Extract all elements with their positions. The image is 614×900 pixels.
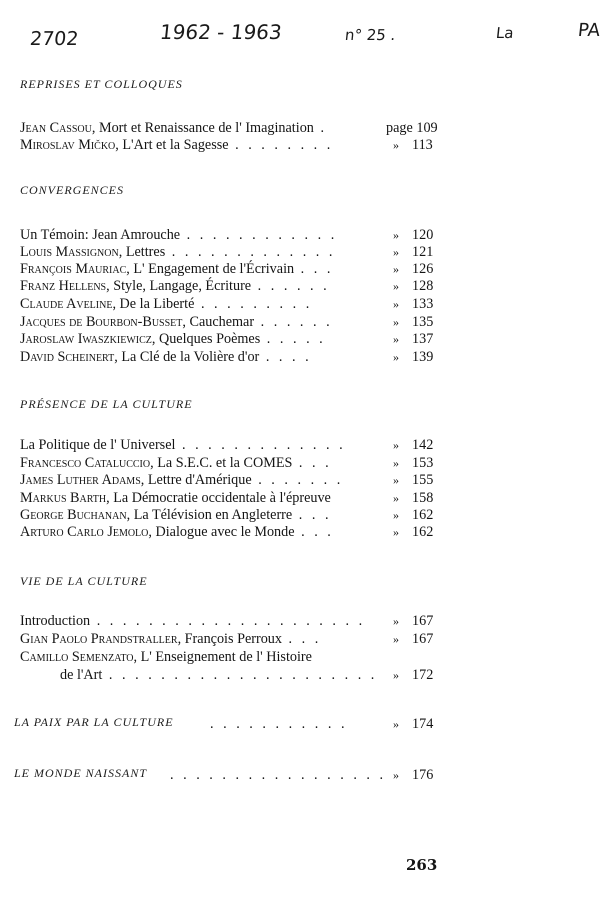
- toc-title: Mort et Renaissance de l' Imagination: [98, 120, 314, 136]
- handwritten-initials: PA: [576, 20, 602, 41]
- toc-marker: »: [393, 632, 399, 646]
- toc-marker: »: [393, 297, 399, 311]
- toc-leader-dots: . . .: [294, 524, 334, 540]
- toc-separator: ,: [133, 649, 141, 665]
- toc-marker: »: [393, 262, 399, 276]
- toc-leader-dots: .: [313, 120, 327, 136]
- section-heading-vie: VIE DE LA CULTURE: [20, 574, 148, 588]
- toc-author: James Luther Adams: [20, 472, 141, 488]
- toc-author: David Scheinert: [20, 349, 115, 365]
- toc-author: Louis Massignon: [20, 244, 119, 260]
- toc-title: La S.E.C. et la COMES: [157, 455, 293, 471]
- toc-page: 158: [412, 490, 434, 506]
- toc-page: 176: [412, 767, 434, 783]
- toc-author: Miroslav Mičko: [20, 137, 116, 153]
- toc-entry: [20, 613, 442, 630]
- section-heading-reprises: REPRISES ET COLLOQUES: [20, 77, 183, 91]
- toc-leader-dots: . . .: [294, 261, 334, 277]
- toc-author: George Buchanan: [20, 507, 127, 523]
- toc-author: Markus Barth: [20, 490, 107, 506]
- toc-entry: [20, 244, 442, 261]
- toc-title: De la Liberté: [119, 296, 195, 312]
- toc-entry: [20, 667, 442, 684]
- toc-author: François Mauriac: [20, 261, 127, 277]
- toc-separator: ,: [118, 244, 126, 260]
- toc-leader-dots: . . . . . . . . . . .: [210, 716, 348, 732]
- toc-separator: ,: [126, 261, 134, 277]
- toc-leader-dots: . . . .: [259, 349, 312, 365]
- toc-leader-dots: . . . . .: [260, 331, 326, 347]
- toc-author: Jacques de Bourbon-Busset: [20, 314, 183, 330]
- toc-marker: »: [393, 768, 399, 782]
- toc-separator: ,: [177, 631, 185, 647]
- toc-page: 167: [412, 631, 434, 647]
- toc-entry: [20, 261, 442, 278]
- toc-separator: ,: [91, 120, 99, 136]
- toc-page: 142: [412, 437, 434, 453]
- toc-title: La Télévision en Angleterre: [133, 507, 293, 523]
- toc-title: Cauchemar: [189, 314, 255, 330]
- toc-separator: ,: [106, 490, 114, 506]
- toc-marker: »: [393, 473, 399, 487]
- toc-leader-dots: . . . . . . . . . . . . . . . . . . . . .: [102, 667, 378, 683]
- toc-marker: »: [393, 138, 399, 152]
- toc-separator: ,: [114, 349, 122, 365]
- toc-separator: ,: [150, 455, 158, 471]
- toc-entry: [20, 120, 442, 137]
- toc-title: Un Témoin: Jean Amrouche: [20, 227, 181, 243]
- toc-leader-dots: . . .: [281, 631, 322, 647]
- toc-page: 121: [412, 244, 434, 260]
- toc-page: 113: [412, 137, 433, 153]
- toc-title: Lettres: [125, 244, 166, 260]
- toc-page: page 109: [386, 120, 438, 136]
- toc-author: Franz Hellens: [20, 278, 107, 294]
- toc-marker: »: [393, 508, 399, 522]
- toc-title: Style, Langage, Écriture: [113, 278, 252, 294]
- toc-leader-dots: . . . . . .: [254, 314, 333, 330]
- toc-leader-dots: . . .: [292, 507, 332, 523]
- handwritten-word: La: [495, 24, 515, 42]
- toc-marker: »: [393, 332, 399, 346]
- toc-leader-dots: . . .: [292, 455, 332, 471]
- toc-entry: [20, 472, 442, 489]
- toc-page: 174: [412, 716, 434, 732]
- toc-leader-dots: . . . . . . . . . . . .: [180, 227, 338, 243]
- toc-leader-dots: . . . . . . . . .: [194, 296, 313, 312]
- toc-title: Quelques Poèmes: [158, 331, 261, 347]
- toc-leader-dots: . . . . . . . . . . . . .: [165, 244, 336, 260]
- handwritten-number: 2702: [28, 28, 80, 50]
- toc-title: Dialogue avec le Monde: [155, 524, 295, 540]
- toc-marker: »: [393, 245, 399, 259]
- toc-separator: ,: [140, 472, 148, 488]
- toc-page: 172: [412, 667, 434, 683]
- section-heading-monde: LE MONDE NAISSANT: [14, 766, 148, 780]
- toc-title: L' Engagement de l'Écrivain: [133, 261, 295, 277]
- toc-entry: [20, 314, 442, 331]
- toc-marker: »: [393, 491, 399, 505]
- toc-marker: »: [393, 668, 399, 682]
- toc-entry: [20, 137, 442, 154]
- handwritten-years: 1962 - 1963: [158, 20, 283, 44]
- toc-page: 128: [412, 278, 434, 294]
- page-number: 263: [406, 856, 438, 874]
- toc-page: 139: [412, 349, 434, 365]
- toc-page: 162: [412, 524, 434, 540]
- toc-entry: [20, 437, 442, 454]
- toc-leader-dots: . . . . . . . . . . . . .: [175, 437, 346, 453]
- toc-leader-dots: . . . . . . . . . . . . . . . . . . . . .: [90, 613, 366, 629]
- toc-author: Gian Paolo Prandstraller: [20, 631, 178, 647]
- toc-separator: ,: [151, 331, 159, 347]
- toc-leader-dots: . . . . . . . .: [228, 137, 334, 153]
- section-heading-convergences: CONVERGENCES: [20, 183, 124, 197]
- toc-author: Arturo Carlo Jemolo: [20, 524, 149, 540]
- toc-entry: [20, 649, 442, 666]
- toc-page: 162: [412, 507, 434, 523]
- toc-entry: [20, 507, 442, 524]
- toc-entry: [20, 524, 442, 541]
- toc-separator: ,: [148, 524, 156, 540]
- toc-page: 133: [412, 296, 434, 312]
- toc-author: Camillo Semenzato: [20, 649, 134, 665]
- toc-title: L' Enseignement de l' Histoire: [140, 649, 312, 665]
- section-heading-presence: PRÉSENCE DE LA CULTURE: [20, 397, 193, 411]
- toc-entry: [20, 278, 442, 295]
- toc-page: 126: [412, 261, 434, 277]
- toc-entry: [20, 631, 442, 648]
- toc-title: La Politique de l' Universel: [20, 437, 176, 453]
- toc-leader-dots: . . . . . .: [251, 278, 330, 294]
- toc-separator: ,: [182, 314, 190, 330]
- toc-marker: »: [393, 438, 399, 452]
- toc-marker: »: [393, 614, 399, 628]
- handwritten-issue: n° 25 .: [344, 26, 397, 44]
- toc-marker: »: [393, 350, 399, 364]
- toc-marker: »: [393, 525, 399, 539]
- toc-entry: [20, 490, 442, 507]
- toc-title: de l'Art: [60, 667, 103, 683]
- toc-entry: [20, 767, 442, 784]
- toc-entry: [20, 227, 442, 244]
- toc-page: 155: [412, 472, 434, 488]
- section-heading-paix: LA PAIX PAR LA CULTURE: [14, 715, 174, 729]
- toc-marker: »: [393, 279, 399, 293]
- toc-title: François Perroux: [184, 631, 282, 647]
- toc-marker: »: [393, 456, 399, 470]
- toc-title: Lettre d'Amérique: [147, 472, 252, 488]
- toc-title: L'Art et la Sagesse: [122, 137, 229, 153]
- toc-marker: »: [393, 315, 399, 329]
- toc-author: Jean Cassou: [20, 120, 92, 136]
- toc-marker: »: [393, 228, 399, 242]
- toc-entry: [20, 349, 442, 366]
- toc-entry: [20, 455, 442, 472]
- toc-separator: ,: [126, 507, 134, 523]
- toc-separator: ,: [112, 296, 120, 312]
- toc-separator: ,: [115, 137, 123, 153]
- toc-page: 135: [412, 314, 434, 330]
- toc-page: 167: [412, 613, 434, 629]
- toc-author: Jaroslaw Iwaszkiewicz: [20, 331, 152, 347]
- toc-leader-dots: . . . . . . . . . . . . . . . . .: [170, 767, 387, 783]
- toc-marker: »: [393, 717, 399, 731]
- toc-page: 120: [412, 227, 434, 243]
- toc-page: 137: [412, 331, 434, 347]
- toc-title: La Clé de la Volière d'or: [121, 349, 260, 365]
- toc-separator: ,: [106, 278, 114, 294]
- toc-entry: [20, 296, 442, 313]
- toc-leader-dots: . . . . . . .: [251, 472, 344, 488]
- toc-page: 153: [412, 455, 434, 471]
- toc-author: Francesco Cataluccio: [20, 455, 151, 471]
- toc-entry: [20, 331, 442, 348]
- toc-entry: [20, 716, 442, 733]
- toc-title: Introduction: [20, 613, 91, 629]
- toc-title: La Démocratie occidentale à l'épreuve: [113, 490, 331, 506]
- toc-author: Claude Aveline: [20, 296, 113, 312]
